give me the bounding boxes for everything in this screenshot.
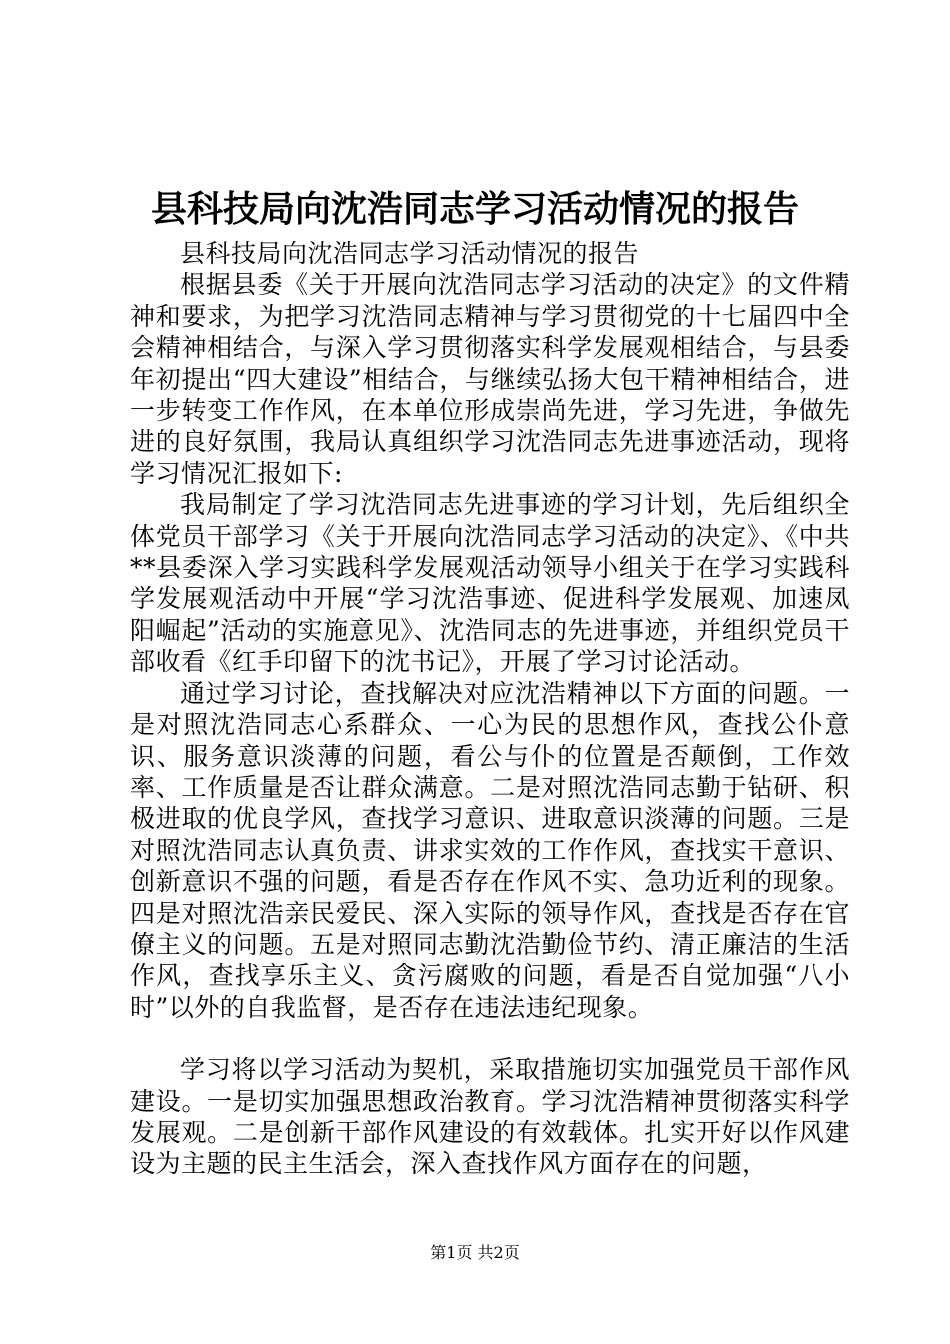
document-title: 县科技局向沈浩同志学习活动情况的报告 bbox=[150, 188, 799, 230]
subtitle-paragraph: 县科技局向沈浩同志学习活动情况的报告 bbox=[180, 239, 640, 268]
intro-paragraph: 根据县委《关于开展向沈浩同志学习活动的决定》的文件精神和要求，为把学习沈浩同志精神与学习贯彻党的十七届四中全会精神相结合，与深入学习贯彻落实科学发展观相结合，与县委年初提出“四大建设”相结合，与继续弘扬大包干精神相结合，进一步转变工作作风，在本单位形成崇尚先进，学习先进，争做先进的良好氛围，我局认真组织学习沈浩同志先进事迹活动，现将学习情况汇报如下: bbox=[130, 270, 850, 488]
problems-paragraph: 通过学习讨论，查找解决对应沈浩精神以下方面的问题。一是对照沈浩同志心系群众、一心为民的思想作风，查找公仆意识、服务意识淡薄的问题，看公与仆的位置是否颠倒，工作效率、工作质量是否让群众满意。二是对照沈浩同志勤于钻研、积极进取的优良学风，查找学习意识、进取意识淡薄的问题。三是对照沈浩同志认真负责、讲求实效的工作作风，查找实干意识、创新意识不强的问题，看是否存在作风不实、急功近利的现象。四是对照沈浩亲民爱民、深入实际的领导作风，查找是否存在官僚主义的问题。五是对照同志勤沈浩勤俭节约、清正廉洁的生活作风，查找享乐主义、贪污腐败的问题，看是否自觉加强“八小时”以外的自我监督，是否存在违法违纪现象。 bbox=[130, 678, 850, 1022]
measures-paragraph: 学习将以学习活动为契机，采取措施切实加强党员干部作风建设。一是切实加强思想政治教育。学习沈浩精神贯彻落实科学发展观。二是创新干部作风建设的有效载体。扎实开好以作风建设为主题的民主生活会，深入查找作风方面存在的问题， bbox=[130, 1055, 850, 1179]
study-plan-paragraph: 我局制定了学习沈浩同志先进事迹的学习计划，先后组织全体党员干部学习《关于开展向沈浩同志学习活动的决定》、《中共**县委深入学习实践科学发展观活动领导小组关于在学习实践科学发展观活动中开展“学习沈浩事迹、促进科学发展观、加速凤阳崛起”活动的实施意见》、沈浩同志的先进事迹，并组织党员干部收看《红手印留下的沈书记》，开展了学习讨论活动。 bbox=[130, 490, 850, 677]
page-number-footer: 第1页 共2页 bbox=[430, 1243, 520, 1262]
document-body bbox=[130, 238, 850, 1180]
